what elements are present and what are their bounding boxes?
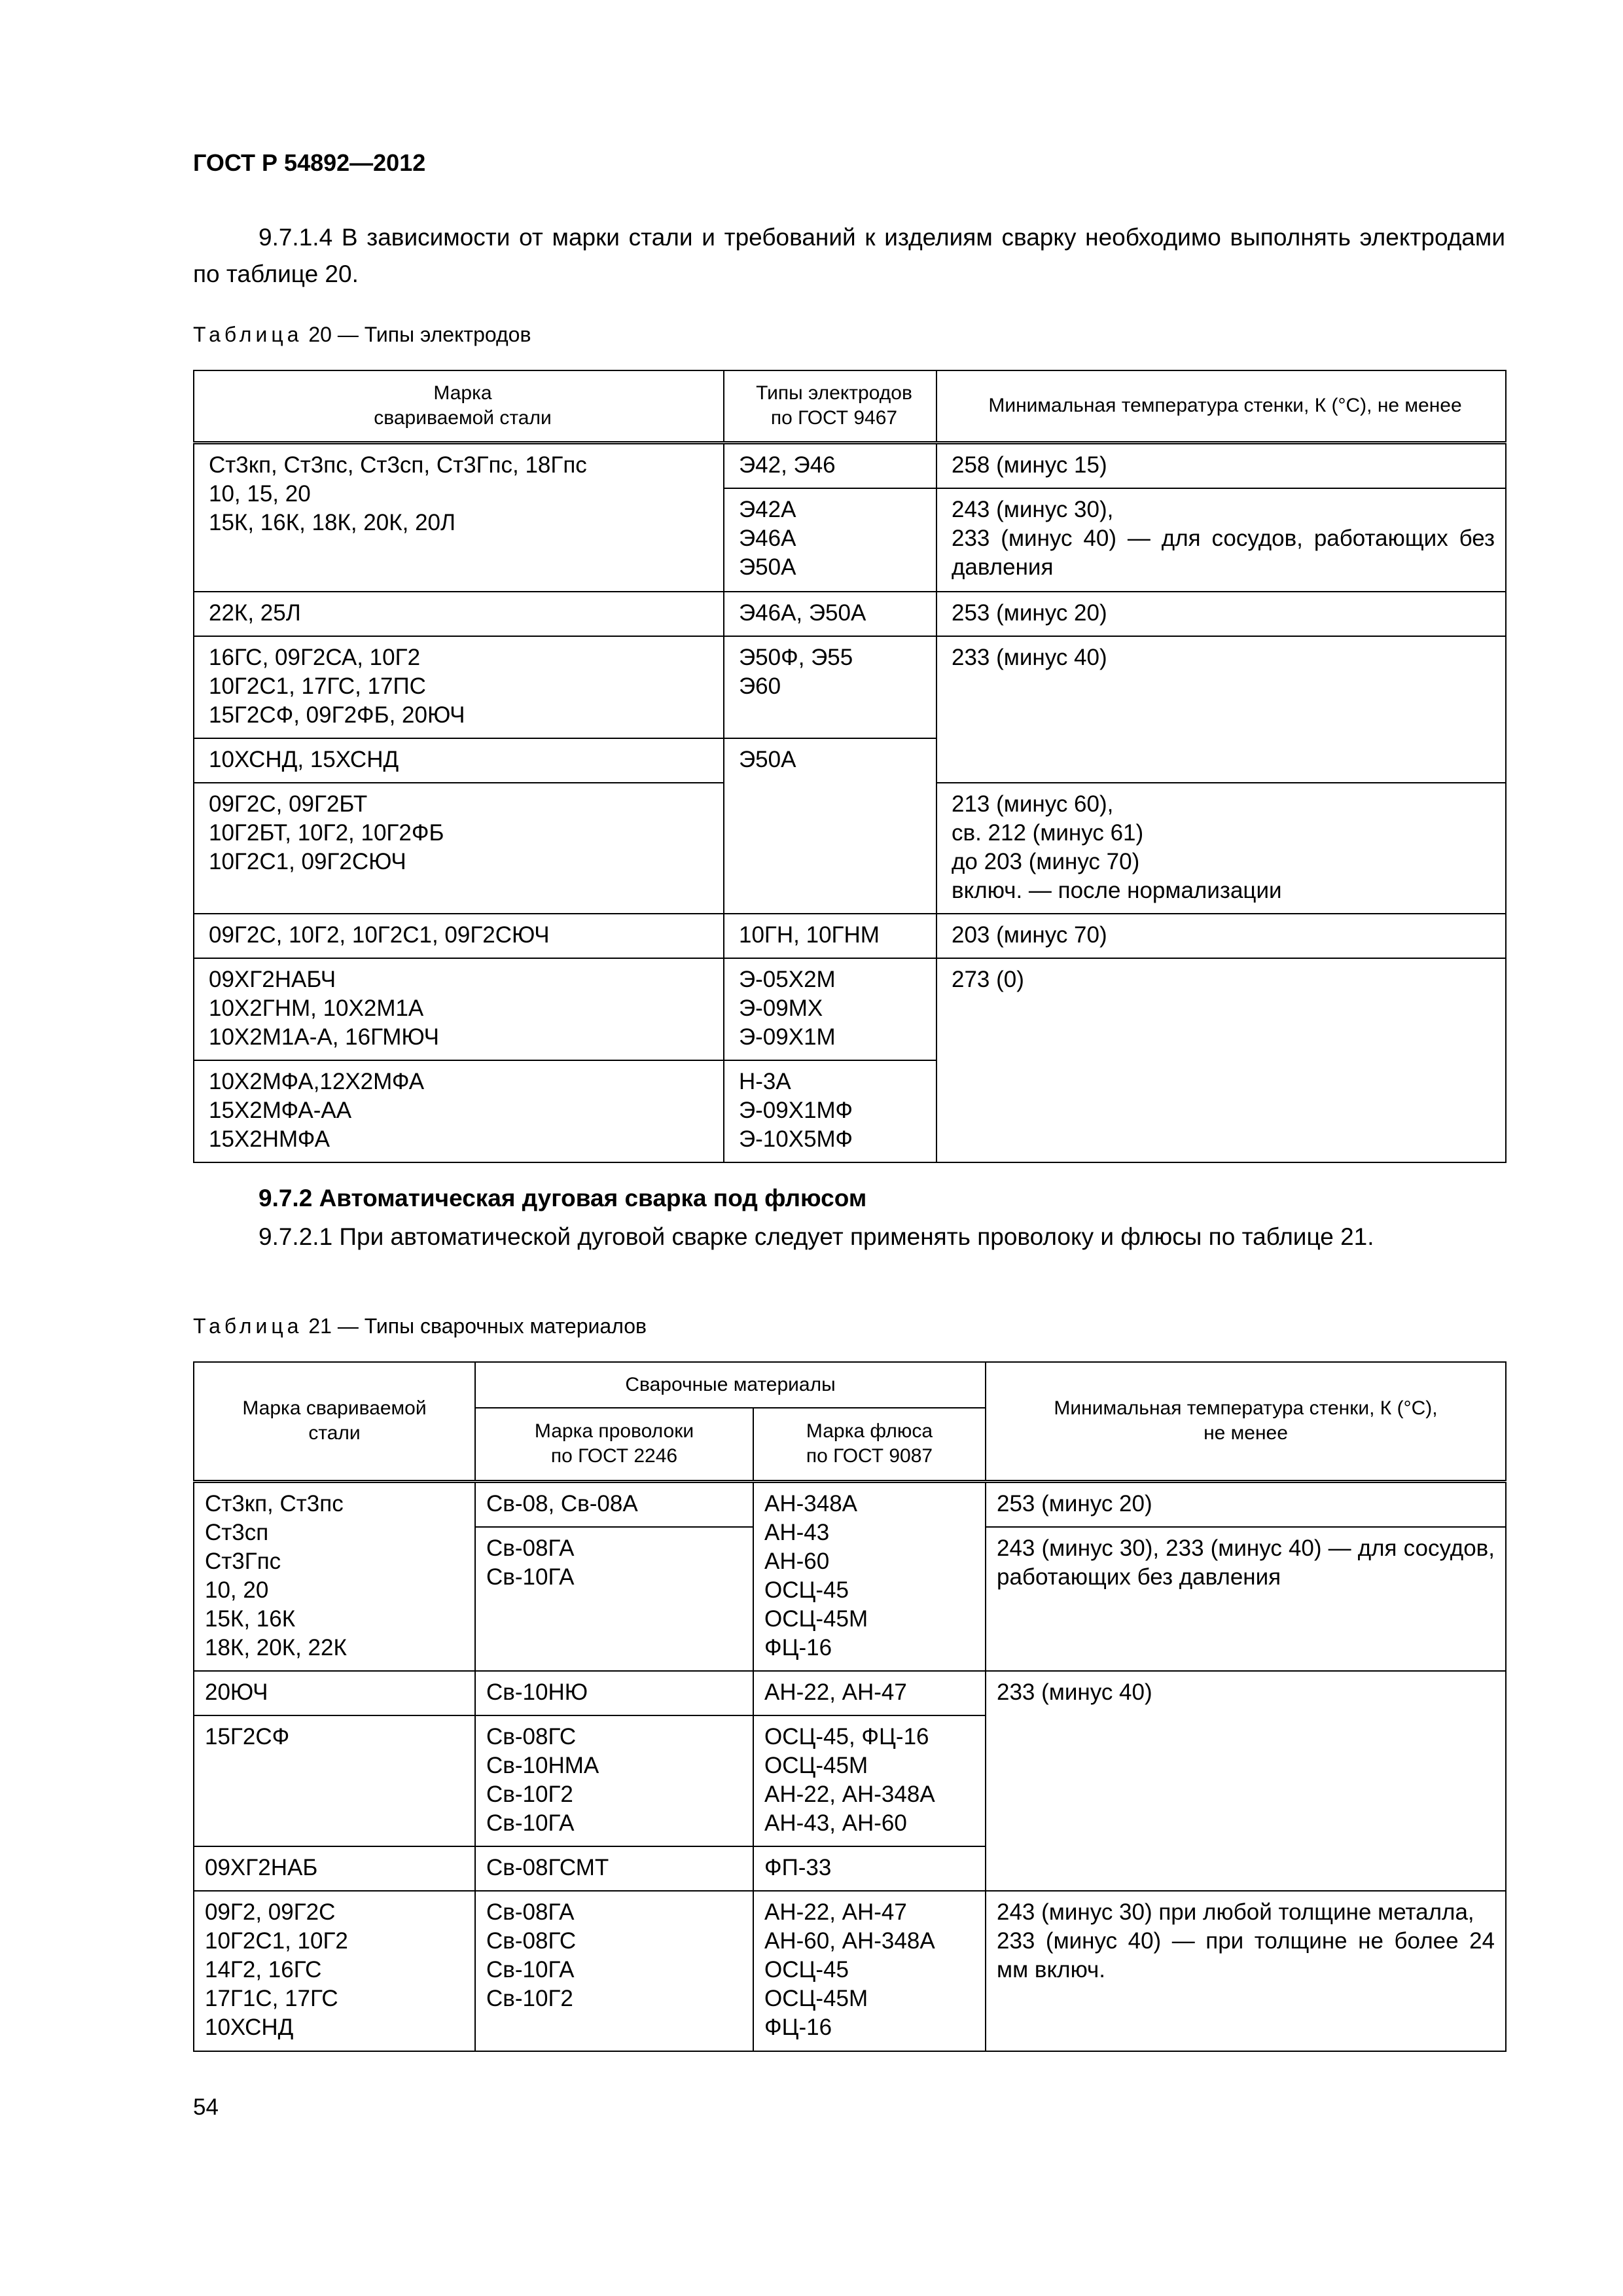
- electrode-cell: Н-3А Э-09Х1МФ Э-10Х5МФ: [724, 1060, 936, 1162]
- header-wire-grade: Марка проволоки по ГОСТ 2246: [475, 1408, 753, 1481]
- table-21-caption: [193, 1314, 647, 1338]
- caption-text: 21 — Типы сварочных материалов: [302, 1314, 647, 1338]
- temperature-cell: 243 (минус 30), 233 (минус 40) — для сосудов, работающих без давления: [986, 1527, 1506, 1671]
- table-row: [194, 1481, 1506, 1527]
- table-row: [194, 958, 1506, 1060]
- steel-grade-cell: 09ХГ2НАБ: [194, 1846, 475, 1891]
- wire-cell: Св-08ГСМТ: [475, 1846, 753, 1891]
- electrode-cell: 10ГН, 10ГНМ: [724, 914, 936, 958]
- caption-text: 20 — Типы электродов: [302, 323, 531, 346]
- flux-cell: АН-22, АН-47 АН-60, АН-348А ОСЦ-45 ОСЦ-45М ФЦ-16: [753, 1891, 986, 2051]
- flux-cell: АН-22, АН-47: [753, 1671, 986, 1715]
- wire-cell: Св-10НЮ: [475, 1671, 753, 1715]
- wire-cell: Св-08ГС Св-10НМА Св-10Г2 Св-10ГА: [475, 1715, 753, 1846]
- header-min-wall-temperature: Минимальная температура стенки, К (°С), не менее: [986, 1362, 1506, 1481]
- table-header-row: [194, 370, 1506, 442]
- steel-grade-cell: Ст3кп, Ст3пс Ст3сп Ст3Гпс 10, 20 15К, 16К 18К, 20К, 22К: [194, 1481, 475, 1671]
- steel-grade-cell: 22К, 25Л: [194, 592, 724, 636]
- header-steel-grade: Марка свариваемой стали: [194, 1362, 475, 1481]
- temperature-cell: 258 (минус 15): [936, 442, 1506, 488]
- table-header-row: [194, 1362, 1506, 1408]
- temperature-cell: 213 (минус 60), св. 212 (минус 61) до 203 (минус 70) включ. — после нормализации: [936, 783, 1506, 914]
- electrode-cell: Э42А Э46А Э50А: [724, 488, 936, 592]
- table-row: [194, 914, 1506, 958]
- paragraph-text: 9.7.2.1 При автоматической дуговой сварке следует применять проволоку и флюсы по таблице 21.: [259, 1223, 1374, 1250]
- header-min-wall-temperature: Минимальная температура стенки, К (°С), не менее: [936, 370, 1506, 442]
- electrode-cell: Э50А: [724, 738, 936, 914]
- caption-word: Таблица: [193, 323, 303, 346]
- steel-grade-cell: 09Г2С, 09Г2БТ 10Г2БТ, 10Г2, 10Г2ФБ 10Г2С1, 09Г2СЮЧ: [194, 783, 724, 914]
- temperature-cell: 243 (минус 30) при любой толщине металла, 233 (минус 40) — при толщине не более 24 мм включ.: [986, 1891, 1506, 2051]
- temperature-cell: 243 (минус 30), 233 (минус 40) — для сосудов, работающих без давления: [936, 488, 1506, 592]
- flux-cell: АН-348А АН-43 АН-60 ОСЦ-45 ОСЦ-45М ФЦ-16: [753, 1481, 986, 1671]
- steel-grade-cell: 15Г2СФ: [194, 1715, 475, 1846]
- header-electrode-types: Типы электродов по ГОСТ 9467: [724, 370, 936, 442]
- table-row: [194, 636, 1506, 738]
- section-heading-9-7-2: 9.7.2 Автоматическая дуговая сварка под флюсом: [259, 1185, 867, 1211]
- steel-grade-cell: 10Х2МФА,12Х2МФА 15Х2МФА-АА 15Х2НМФА: [194, 1060, 724, 1162]
- temperature-cell: 203 (минус 70): [936, 914, 1506, 958]
- temperature-cell: 253 (минус 20): [936, 592, 1506, 636]
- table-row: [194, 592, 1506, 636]
- steel-grade-cell: 20ЮЧ: [194, 1671, 475, 1715]
- caption-word: Таблица: [193, 1314, 303, 1338]
- electrode-cell: Э-05Х2М Э-09МХ Э-09Х1М: [724, 958, 936, 1060]
- steel-grade-cell: 09Г2, 09Г2С 10Г2С1, 10Г2 14Г2, 16ГС 17Г1С, 17ГС 10ХСНД: [194, 1891, 475, 2051]
- table-20-caption: [193, 323, 531, 347]
- paragraph-9-7-2-1: [193, 1219, 1505, 1255]
- table-row: [194, 1891, 1506, 2051]
- paragraph-text: 9.7.1.4 В зависимости от марки стали и требований к изделиям сварку необходимо выполнять электродами по таблице 20.: [193, 224, 1505, 287]
- electrode-cell: Э46А, Э50А: [724, 592, 936, 636]
- header-steel-grade: Марка свариваемой стали: [194, 370, 724, 442]
- flux-cell: ФП-33: [753, 1846, 986, 1891]
- page-number: 54: [193, 2094, 219, 2120]
- temperature-cell: 233 (минус 40): [986, 1671, 1506, 1891]
- wire-cell: Св-08ГА Св-08ГС Св-10ГА Св-10Г2: [475, 1891, 753, 2051]
- table-row: [194, 442, 1506, 488]
- steel-grade-cell: 09ХГ2НАБЧ 10Х2ГНМ, 10Х2М1А 10Х2М1А-А, 16ГМЮЧ: [194, 958, 724, 1060]
- flux-cell: ОСЦ-45, ФЦ-16 ОСЦ-45М АН-22, АН-348А АН-43, АН-60: [753, 1715, 986, 1846]
- steel-grade-cell: 10ХСНД, 15ХСНД: [194, 738, 724, 783]
- header-welding-materials: Сварочные материалы: [475, 1362, 986, 1408]
- temperature-cell: 233 (минус 40): [936, 636, 1506, 783]
- document-code-header: ГОСТ Р 54892—2012: [193, 149, 426, 176]
- table-row: [194, 1671, 1506, 1715]
- table-20-electrode-types: [193, 370, 1507, 1163]
- header-flux-grade: Марка флюса по ГОСТ 9087: [753, 1408, 986, 1481]
- wire-cell: Св-08, Св-08А: [475, 1481, 753, 1527]
- steel-grade-cell: Ст3кп, Ст3пс, Ст3сп, Ст3Гпс, 18Гпс 10, 15, 20 15К, 16К, 18К, 20К, 20Л: [194, 442, 724, 592]
- electrode-cell: Э50Ф, Э55 Э60: [724, 636, 936, 738]
- steel-grade-cell: 09Г2С, 10Г2, 10Г2С1, 09Г2СЮЧ: [194, 914, 724, 958]
- table-21-welding-materials: [193, 1361, 1507, 2052]
- steel-grade-cell: 16ГС, 09Г2СА, 10Г2 10Г2С1, 17ГС, 17ПС 15Г2СФ, 09Г2ФБ, 20ЮЧ: [194, 636, 724, 738]
- wire-cell: Св-08ГА Св-10ГА: [475, 1527, 753, 1671]
- temperature-cell: 273 (0): [936, 958, 1506, 1162]
- paragraph-9-7-1-4: [193, 219, 1505, 293]
- electrode-cell: Э42, Э46: [724, 442, 936, 488]
- temperature-cell: 253 (минус 20): [986, 1481, 1506, 1527]
